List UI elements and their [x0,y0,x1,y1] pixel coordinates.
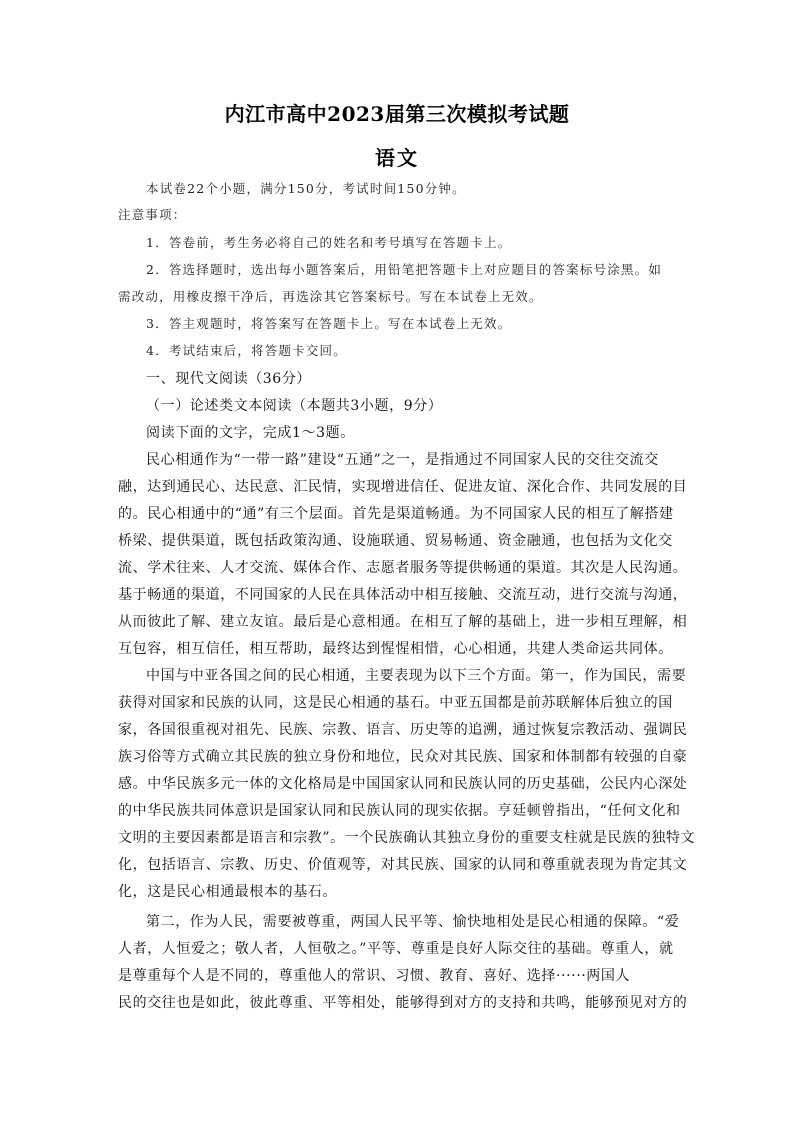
passage-line: 民的交往也是如此，彼此尊重、平等相处，能够得到对方的支持和共鸣，能够预见对方的 [118,995,688,1011]
subject-title: 语文 [375,146,419,170]
passage-line: 融，达到通民心、达民意、汇民情，实现增进信任、促进友谊、深化合作、共同发展的目 [118,479,688,495]
note-item: 3．答主观题时，将答案写在答题卡上。写在本试卷上无效。 [146,316,512,331]
note-item: 4．考试结束后，将答题卡交回。 [146,343,347,358]
passage-line: 中国与中亚各国之间的民心相通，主要表现为以下三个方面。第一，作为国民，需要 [146,668,687,684]
passage-line: 是尊重每个人是不同的，尊重他人的常识、习惯、教育、喜好、选择······两国人 [118,968,631,984]
passage-line: 获得对国家和民族的认同，这是民心相通的基石。中亚五国都是前苏联解体后独立的国 [118,695,673,711]
passage-line: 的中华民族共同体意识是国家认同和民族认同的现实依据。亨廷顿曾指出，“任何文化和 [118,803,681,819]
note-item: 1．答卷前，考生务必将自己的姓名和考号填写在答题卡上。 [146,235,512,250]
note-item: 2．答选择题时，选出每小题答案后，用铅笔把答题卡上对应题目的答案标号涂黑。如 [146,262,663,277]
passage-line: 从而彼此了解、建立友谊。最后是心意相通。在相互了解的基础上，进一步相互理解，相 [118,614,688,630]
notes-heading: 注意事项： [118,207,187,222]
passage-line: 民心相通作为“一带一路”建设“五通”之一，是指通过不同国家人民的交往交流交 [146,452,659,468]
passage-line: 化，这是民心相通最根本的基石。 [118,884,337,900]
passage-line: 人者，人恒爱之；敬人者，人恒敬之。”平等、尊重是良好人际交往的基础。尊重人，就 [118,941,674,957]
exam-intro: 本试卷22个小题，满分150分，考试时间150分钟。 [146,181,466,196]
passage-line: 的。民心相通中的“通”有三个层面。首先是渠道畅通。为不同国家人民的相互了解搭建 [118,506,674,522]
reading-instruction: 阅读下面的文字，完成1～3题。 [146,425,355,441]
passage-line: 互包容，相互信任，相互帮助，最终达到惺惺相惜，心心相通，共建人类命运共同体。 [118,641,673,657]
passage-line: 第二，作为人民，需要被尊重，两国人民平等、愉快地相处是民心相通的保障。“爱 [146,914,680,930]
note-item: 需改动，用橡皮擦干净后，再选涂其它答案标号。写在本试卷上无效。 [118,289,543,304]
passage-line: 流、学术往来、人才交流、媒体合作、志愿者服务等提供畅通的渠道。其次是人民沟通。 [118,560,688,576]
passage-line: 桥梁、提供渠道，既包括政策沟通、设施联通、贸易畅通、资金融通，也包括为文化交 [118,533,673,549]
passage-line: 基于畅通的渠道，不同国家的人民在具体活动中相互接触、交流互动，进行交流与沟通， [118,587,688,603]
part-title: 一、现代文阅读（36分） [146,371,312,387]
passage-line: 化，包括语言、宗教、历史、价值观等，对其民族、国家的认同和尊重就表现为肯定其文 [118,857,688,873]
passage-line: 文明的主要因素都是语言和宗教”。一个民族确认其独立身份的重要支柱就是民族的独特文 [118,830,696,846]
passage-line: 家，各国很重视对祖先、民族、宗教、语言、历史等的追溯，通过恢复宗教活动、强调民 [118,722,688,738]
passage-line: 族习俗等方式确立其民族的独立身份和地位，民众对其民族、国家和体制都有较强的自豪 [118,749,688,765]
passage-line: 感。中华民族多元一体的文化格局是中国国家认同和民族认同的历史基础，公民内心深处 [118,776,688,792]
exam-title: 内江市高中2023届第三次模拟考试题 [224,102,570,126]
section-subtitle: （一）论述类文本阅读（本题共3小题，9分） [146,398,443,414]
